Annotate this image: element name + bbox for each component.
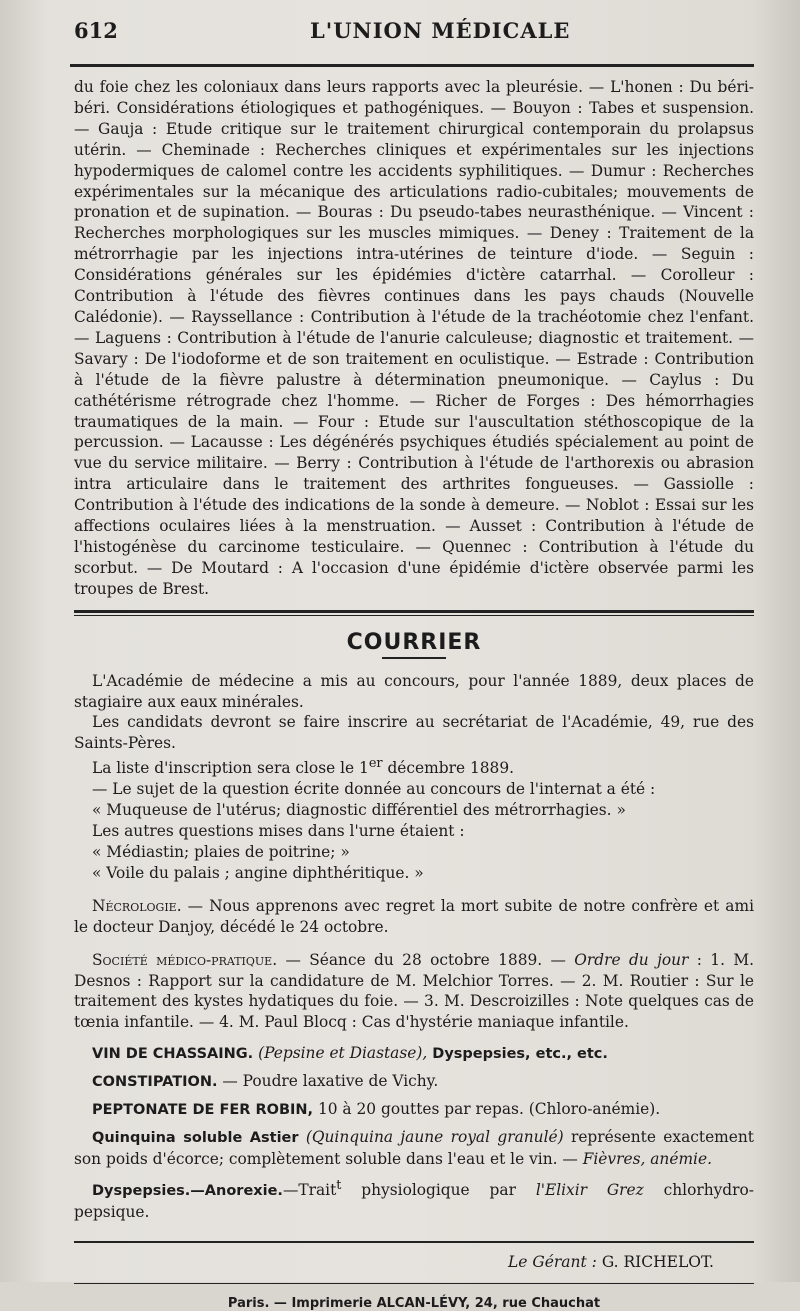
ad-text: représente exactement son poids d'écorce; complètement soluble dans l'eau et le vin. — xyxy=(74,1128,754,1168)
courrier-paragraph: L'Académie de médecine a mis au concours, pour l'année 1889, deux places de stagiaire aux eaux minérales. xyxy=(74,671,754,711)
superscript: t xyxy=(336,1177,342,1193)
header-rule xyxy=(70,64,754,67)
ad-vin-chassaing xyxy=(74,1043,754,1065)
courrier-paragraph: « Voile du palais ; angine diphthéritique. » xyxy=(92,863,424,882)
courrier-paragraph: Les autres questions mises dans l'urne étaient : xyxy=(92,822,465,841)
text-run: — Séance du 28 octobre 1889. — xyxy=(277,950,575,969)
ad-text: — Poudre laxative de Vichy. xyxy=(217,1072,439,1091)
ordre-du-jour: Ordre du jour xyxy=(574,950,689,969)
theses-text: du foie chez les coloniaux dans leurs rapports avec la pleurésie. — L'honen : Du béri-béri. Considérations étiologiques et pathogéniques. — Bouyon : Tabes et suspension. — Gauja : Etude critique sur le traitement chirurgical contemporain du prolapsus utérin. — Cheminade : Recherches cliniques et expérimentales sur les injections hypodermiques de calomel contre les accidents syphilitiques. — Dumur : Recherches expérimentales sur la mécanique des articulations radio-cubitales; mouvements de pronation et de supination. — Bouras : Du pseudo-tabes neurasthénique. — Vincent : Recherches morphologiques sur les muscles mimiques. — Deney : Traitement de la métrorrhagie par les injections intra-utérines de teinture d'iode. — Seguin : Considérations générales sur les épidémies d'ictère catarrhal. — Corolleur : Contribution à l'étude des fièvres continues dans les pays chauds (Nouvelle Calédonie). — Rayssellance : Contribution à l'étude de la trachéotomie chez l'enfant. — Laguens : Contribution à l'étude de l'anurie calculeuse; diagnostic et traitement. — Savary : De l'iodoforme et de son traitement en oculistique. — Estrade : Contribution à l'étude de la fièvre palustre à détermination pneumonique. — Caylus : Du cathétérisme rétrograde chez l'homme. — Richer de Forges : Des hémorrhagies traumatiques de la main. — Four : Etude sur l'auscultation stéthoscopique de la percussion. — Lacausse : Les dégénérés psychiques étudiés spécialement au point de vue du service militaire. — Berry : Contribution à l'étude de l'arthorexis ou abrasion intra articulaire dans le traitement des arthrites fongueuses. — Gassiolle : Contribution à l'étude des indications de la sonde à demeure. — Noblot : Essai sur les affections oculaires liées à la menstruation. — Ausset : Contribution à l'étude de l'histogénèse du carcinome testiculaire. — Quennec : Contribution à l'étude du scorbut. — De Moutard : A l'occasion d'une épidémie d'ictère observée parmi les troupes de Brest. xyxy=(74,78,754,598)
ad-italic: (Quinquina jaune royal granulé) xyxy=(298,1128,564,1146)
footer-rule-thin xyxy=(74,1283,754,1284)
ad-quinquina xyxy=(74,1127,754,1170)
ad-italic: Fièvres, anémie. xyxy=(582,1149,712,1168)
ad-constipation xyxy=(74,1071,754,1093)
gerant-signature xyxy=(74,1253,754,1271)
courrier-section xyxy=(74,671,754,1034)
theses-list xyxy=(74,77,754,600)
ad-name: PEPTONATE DE FER ROBIN, xyxy=(92,1102,314,1119)
societe-paragraph xyxy=(74,950,754,1034)
necrologie-paragraph xyxy=(74,896,754,938)
gerant-name: G. RICHELOT. xyxy=(596,1252,714,1271)
courrier-paragraph: Les candidats devront se faire inscrire au secrétariat de l'Académie, 49, rue des Saints-Pères. xyxy=(74,713,754,753)
printer-line: Paris. — Imprimerie ALCAN-LÉVY, 24, rue Chauchat xyxy=(227,1295,601,1311)
courrier-paragraph: — Le sujet de la question écrite donnée au concours de l'internat a été : xyxy=(92,780,656,799)
ad-text: 10 à 20 gouttes par repas. (Chloro-anémie). xyxy=(313,1100,661,1119)
courrier-paragraph: « Muqueuse de l'utérus; diagnostic différentiel des métrorrhagies. » xyxy=(92,801,626,820)
section-title: COURRIER xyxy=(346,629,482,655)
ad-name: Dyspepsies.—Anorexie. xyxy=(92,1182,283,1199)
societe-label: Société médico-pratique. xyxy=(92,950,278,969)
ad-text: Dyspepsies, etc., etc. xyxy=(427,1046,608,1063)
ad-name: CONSTIPATION. xyxy=(92,1074,218,1091)
ad-peptonate xyxy=(74,1099,754,1121)
ad-italic: l'Elixir Grez xyxy=(535,1180,644,1199)
page-header xyxy=(74,18,754,58)
ad-text: physiologique par xyxy=(341,1180,536,1199)
ad-text: —Trait xyxy=(282,1180,337,1199)
footer-rule xyxy=(74,1241,754,1243)
text-run: — Nous apprenons avec regret la mort subite de notre confrère et ami le docteur Danjoy, décédé le 24 octobre. xyxy=(74,896,754,936)
text-run: : 1. M. Desnos : Rapport sur la candidature de M. Melchior Torres. — 2. M. Routier : Sur le traitement des kystes hydatiques du foie. — 3. M. Descroizilles : Note quelques cas de tœnia infantile. — 4. M. Paul Blocq : Cas d'hystérie maniaque infantile. xyxy=(74,950,754,1032)
text-run: décembre 1889. xyxy=(382,759,515,778)
page-number: 612 xyxy=(74,18,118,43)
courrier-paragraph: « Médiastin; plaies de poitrine; » xyxy=(92,843,350,862)
superscript: er xyxy=(368,756,383,772)
text-run: La liste d'inscription sera close le 1 xyxy=(92,759,369,778)
ad-name: Quinquina soluble Astier xyxy=(92,1130,299,1146)
necrologie-label: Nécrologie. xyxy=(92,896,182,915)
section-divider xyxy=(74,610,754,616)
ad-dyspepsies xyxy=(74,1176,754,1223)
gerant-label: Le Gérant : xyxy=(507,1252,597,1271)
courrier-paragraph xyxy=(74,754,754,779)
ad-text: chlorhydro-pepsique. xyxy=(74,1180,754,1221)
journal-title: L'UNION MÉDICALE xyxy=(310,18,571,43)
advertisements xyxy=(74,1043,754,1222)
ad-italic: (Pepsine et Diastase), xyxy=(253,1044,428,1063)
title-underline xyxy=(382,657,446,659)
ad-name: VIN DE CHASSAING. xyxy=(92,1046,254,1063)
